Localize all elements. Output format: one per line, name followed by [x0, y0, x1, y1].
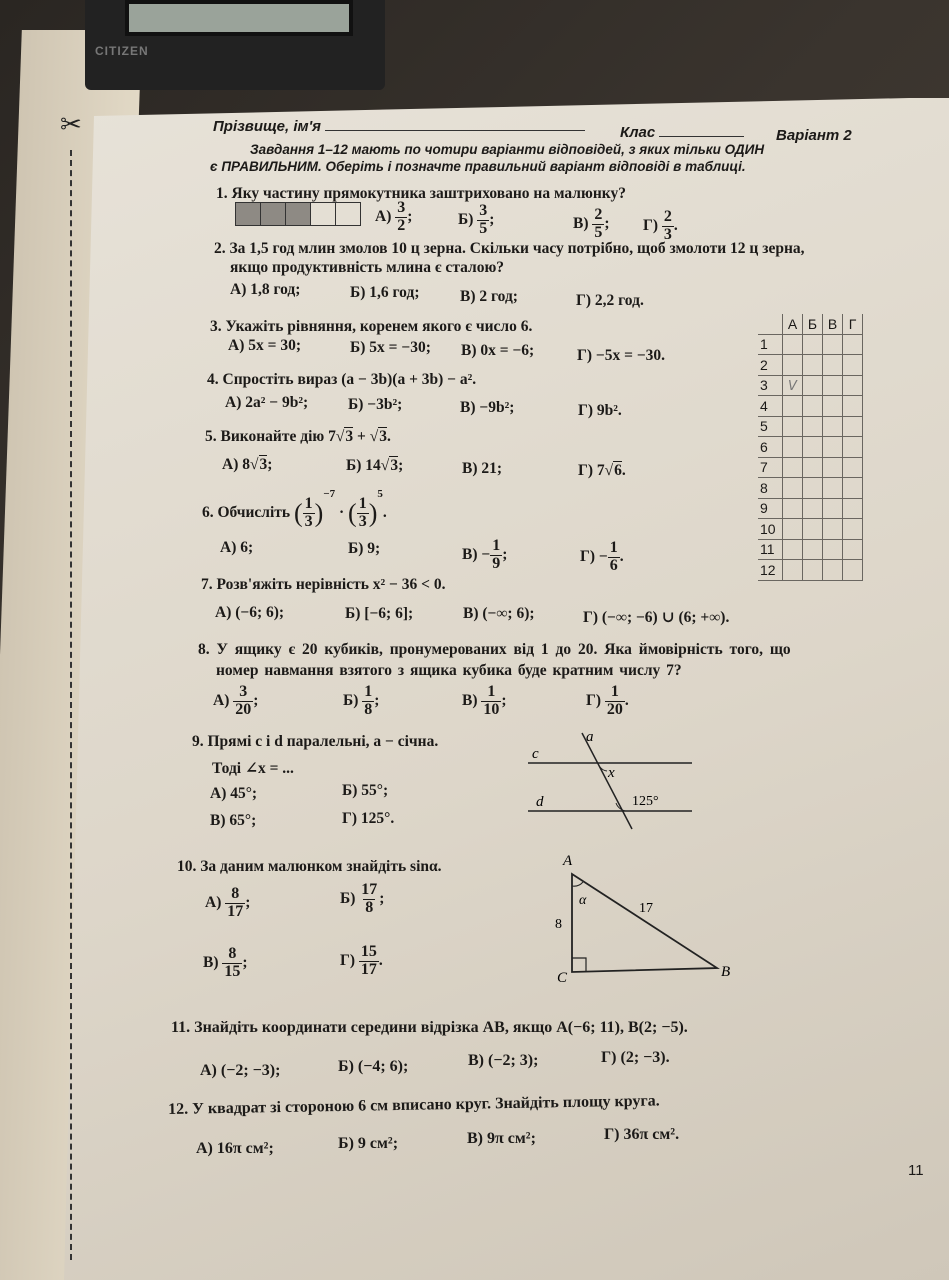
numerator: 1 [609, 539, 618, 556]
q12-option-d[interactable]: Г) 36π см². [604, 1126, 680, 1143]
answer-row [758, 416, 863, 437]
question-text: У квадрат зі стороною 6 см вписано круг. Знайдіть площу круга. [191, 1092, 660, 1118]
question-text: Розв'яжіть нерівність x² − 36 < 0. [216, 576, 446, 593]
answer-row [758, 539, 863, 560]
label-angle: 125° [632, 794, 659, 809]
q8-option-a[interactable] [213, 684, 258, 719]
q9-parallel-lines-figure [520, 725, 700, 835]
q5-option-d[interactable]: Г) 7√6. [578, 462, 626, 479]
answer-cell[interactable] [783, 498, 803, 519]
punct: . [378, 951, 383, 969]
punct: . [621, 462, 626, 479]
q4-option-b[interactable]: Б) −3b²; [348, 396, 403, 413]
question-number: 1. [216, 185, 228, 202]
denominator: 3 [663, 225, 672, 243]
punct: . [673, 216, 678, 234]
q1-option-a[interactable] [375, 200, 412, 235]
answer-cell[interactable] [783, 334, 803, 355]
fraction [233, 684, 253, 719]
question-text: Прямі c і d паралельні, a − січна. [207, 733, 439, 750]
option-text: В) − [462, 545, 491, 563]
answer-cell[interactable] [783, 416, 803, 437]
rect-cell-shaded [236, 203, 261, 225]
answer-row-number: 4 [758, 396, 783, 417]
q7-option-b[interactable]: Б) [−6; 6]; [345, 605, 414, 622]
answer-cell[interactable] [823, 396, 843, 417]
denominator: 6 [609, 556, 618, 574]
denominator: 9 [492, 554, 501, 572]
answer-row [758, 519, 863, 540]
denominator: 5 [479, 219, 488, 237]
q6-option-c[interactable] [462, 538, 507, 573]
answer-cell[interactable] [843, 375, 863, 396]
answer-row-number: 10 [758, 519, 783, 540]
answer-cell[interactable] [823, 560, 843, 581]
q10-option-c[interactable] [203, 946, 248, 981]
answer-row-number: 12 [758, 560, 783, 581]
q2-option-c[interactable]: В) 2 год; [460, 288, 518, 305]
question-text: Знайдіть координати середини відрізка AB, якщо A(−6; 11), B(2; −5). [194, 1019, 688, 1036]
answer-row [758, 396, 863, 417]
answer-cell[interactable] [823, 457, 843, 478]
fraction [303, 496, 315, 531]
q11-option-a[interactable]: А) (−2; −3); [200, 1062, 281, 1079]
fraction [662, 209, 674, 244]
question-number: 10. [177, 858, 197, 875]
punct: ; [253, 691, 259, 709]
fraction [481, 684, 501, 719]
instructions-line-1: Завдання 1–12 мають по чотири варіанти відповідей, з яких тільки ОДИН [250, 142, 765, 157]
answer-row [758, 457, 863, 478]
question-9 [192, 733, 438, 751]
option-text: Г) 7 [578, 462, 605, 479]
numerator: 1 [304, 495, 313, 513]
question-2-line-2: якщо продуктивність млина є сталою? [230, 259, 505, 276]
answer-cell[interactable] [803, 478, 823, 499]
q9-option-d[interactable]: Г) 125°. [342, 810, 395, 827]
question-5: 5. Виконайте дію 7√3 + √3. [205, 428, 391, 445]
question-text: За даним малюнком знайдіть sinα. [200, 858, 442, 875]
class-label-text: Клас [620, 124, 656, 141]
answer-cell[interactable] [803, 355, 823, 376]
option-letter: А) [375, 207, 392, 225]
answer-cell[interactable] [783, 375, 803, 396]
answer-table-header [758, 314, 863, 334]
answer-cell[interactable] [783, 560, 803, 581]
answer-cell[interactable] [803, 498, 823, 519]
radicand: 3 [379, 428, 387, 445]
fraction [395, 200, 407, 235]
answer-cell[interactable] [803, 457, 823, 478]
numerator: 1 [610, 683, 619, 700]
denominator: 15 [224, 962, 241, 980]
radicand: 3 [345, 428, 354, 445]
q3-option-d[interactable]: Г) −5x = −30. [577, 347, 666, 364]
page-number: 11 [908, 1162, 924, 1179]
class-label [620, 124, 744, 141]
answer-cell[interactable] [803, 375, 823, 396]
q11-option-b[interactable]: Б) (−4; 6); [338, 1058, 409, 1075]
q2-option-a[interactable]: А) 1,8 год; [230, 281, 301, 298]
question-text: Спростіть вираз (a − 3b)(a + 3b) − a². [222, 371, 477, 388]
punct: ; [501, 691, 507, 709]
punct: . [386, 428, 391, 445]
q1-option-b[interactable] [458, 203, 494, 238]
vertex-c: C [557, 970, 568, 986]
numerator: 1 [358, 495, 367, 513]
answer-cell[interactable] [803, 539, 823, 560]
numerator: 1 [364, 683, 373, 700]
q6-option-d[interactable] [580, 540, 624, 575]
answer-row [758, 334, 863, 355]
header-d: Г [843, 314, 863, 334]
answer-cell[interactable] [843, 539, 863, 560]
q5-option-b[interactable]: Б) 14√3; [346, 457, 404, 474]
answer-cell[interactable] [843, 498, 863, 519]
question-text: За 1,5 год млин змолов 10 ц зерна. Скільки часу потрібно, щоб змолоти 12 ц зерна, [229, 240, 805, 257]
question-number: 4. [207, 371, 219, 388]
answer-cell[interactable] [843, 478, 863, 499]
denominator: 5 [594, 223, 603, 241]
q1-option-c[interactable] [573, 207, 610, 242]
question-text: Укажіть рівняння, коренем якого є число 6. [225, 318, 533, 335]
q7-option-c[interactable]: В) (−∞; 6); [463, 605, 535, 622]
q2-option-d[interactable]: Г) 2,2 год. [576, 292, 644, 309]
q3-option-a[interactable]: А) 5x = 30; [228, 337, 301, 354]
answer-cell[interactable] [803, 334, 823, 355]
denominator: 17 [227, 902, 244, 920]
question-11 [171, 1019, 688, 1037]
punct: . [624, 691, 629, 709]
fraction [357, 496, 369, 531]
question-2 [214, 240, 805, 258]
option-letter: Г) [643, 216, 659, 234]
label-a: a [586, 729, 594, 745]
q8-option-b[interactable] [343, 684, 379, 719]
numerator: 17 [361, 881, 378, 898]
answer-cell[interactable] [803, 416, 823, 437]
punct: ; [407, 207, 413, 225]
right-angle-mark [572, 958, 586, 972]
fraction [477, 203, 489, 238]
answer-row-number: 5 [758, 416, 783, 437]
q1-rectangle-figure [235, 202, 361, 226]
name-label [213, 118, 585, 135]
punct: ; [604, 214, 610, 232]
line-a [582, 733, 632, 829]
fraction [225, 886, 245, 921]
punct: . [382, 504, 387, 521]
denominator: 17 [360, 960, 377, 978]
answer-row-number: 6 [758, 437, 783, 458]
punct: ; [379, 889, 385, 907]
q12-option-a[interactable]: А) 16π см²; [196, 1140, 274, 1157]
question-text: Виконайте дію 7 [220, 428, 336, 445]
denominator: 8 [364, 700, 373, 718]
answer-cell[interactable] [823, 355, 843, 376]
answer-cell[interactable] [823, 498, 843, 519]
numerator: 8 [228, 945, 237, 962]
option-text: Г) − [580, 547, 608, 565]
option-letter: Б) [343, 691, 359, 709]
answer-cell[interactable] [803, 437, 823, 458]
radicand: 3 [390, 457, 399, 474]
question-number: 5. [205, 428, 217, 445]
exponent: −7 [323, 488, 336, 500]
answer-cell[interactable] [783, 396, 803, 417]
operator: + [353, 428, 370, 445]
fraction [592, 207, 604, 242]
question-number: 11. [171, 1019, 191, 1036]
radicand: 3 [259, 456, 268, 473]
q6-option-a[interactable]: А) 6; [220, 539, 254, 556]
answer-row [758, 355, 863, 376]
answer-row [758, 498, 863, 519]
answer-cell[interactable] [823, 375, 843, 396]
q12-option-b[interactable]: Б) 9 см²; [338, 1135, 399, 1152]
answer-row [758, 560, 863, 581]
q3-option-c[interactable]: В) 0x = −6; [461, 342, 535, 359]
denominator: 8 [365, 898, 374, 916]
answer-row-number: 8 [758, 478, 783, 499]
q5-option-c[interactable]: В) 21; [462, 460, 503, 477]
variant-label: Варіант 2 [776, 127, 852, 144]
option-letter: В) [573, 214, 589, 232]
answer-cell[interactable] [823, 416, 843, 437]
numerator: 1 [492, 537, 501, 554]
q9-option-c[interactable]: В) 65°; [210, 812, 257, 829]
answer-cell[interactable] [843, 437, 863, 458]
header-c: В [823, 314, 843, 334]
numerator: 8 [231, 885, 240, 902]
answer-table [758, 314, 863, 581]
question-number: 2. [214, 240, 226, 257]
punct: ; [374, 691, 380, 709]
denominator: 2 [397, 216, 406, 234]
name-label-text: Прізвище, ім'я [213, 118, 321, 135]
label-side-ab: 17 [639, 901, 653, 916]
rect-cell-shaded [261, 203, 286, 225]
q4-option-c[interactable]: В) −9b²; [460, 399, 515, 416]
question-3 [210, 318, 532, 336]
q8-option-d[interactable] [586, 684, 629, 719]
punct: ; [242, 953, 248, 971]
denominator: 3 [358, 512, 367, 530]
denominator: 3 [304, 512, 313, 530]
question-number: 7. [201, 576, 213, 593]
answer-row [758, 437, 863, 458]
rect-cell-shaded [286, 203, 311, 225]
option-letter: Б) [340, 889, 356, 907]
question-4 [207, 371, 476, 389]
vertex-a: A [563, 853, 573, 869]
instructions-line-2: є ПРАВИЛЬНИМ. Оберіть і позначте правильний варіант відповіді в таблиці. [210, 159, 746, 174]
rect-cell [336, 203, 360, 225]
triangle-abc [572, 874, 717, 972]
numerator: 15 [360, 943, 377, 960]
answer-cell[interactable] [823, 539, 843, 560]
calculator-brand: CITIZEN [95, 44, 149, 58]
question-number: 9. [192, 733, 204, 750]
option-letter: А) [213, 691, 230, 709]
option-letter: А) [205, 893, 222, 911]
q9-option-b[interactable]: Б) 55°; [342, 782, 389, 799]
punct: . [619, 547, 624, 565]
punct: ; [267, 456, 273, 473]
operator: · [338, 504, 345, 521]
answer-cell[interactable] [843, 334, 863, 355]
fraction [608, 540, 620, 575]
denominator: 10 [483, 700, 500, 718]
q10-right-triangle-figure [545, 848, 745, 988]
answer-row-number: 9 [758, 498, 783, 519]
answer-cell[interactable] [783, 478, 803, 499]
q10-option-b[interactable] [340, 882, 384, 917]
q10-option-a[interactable] [205, 886, 250, 921]
question-text: Яку частину прямокутника заштриховано на малюнку? [231, 185, 626, 202]
q9-option-a[interactable]: А) 45°; [210, 785, 258, 802]
question-1 [216, 185, 626, 203]
fraction [359, 944, 379, 979]
question-6: 6. Обчисліть ( $\frac{1}{3}$ )$^{-7}$ · ( $\frac{1}{3}$ )$^5$. [202, 488, 387, 530]
calculator-device [85, 0, 385, 90]
name-field[interactable] [325, 130, 585, 131]
answer-cell[interactable] [843, 457, 863, 478]
answer-cell[interactable] [823, 334, 843, 355]
question-text: Обчисліть [217, 504, 291, 521]
fraction [605, 684, 625, 719]
q12-option-c[interactable]: В) 9π см²; [467, 1130, 536, 1147]
punct: ; [398, 457, 404, 474]
answer-row [758, 478, 863, 499]
q5-option-a[interactable]: А) 8√3; [222, 456, 273, 473]
q6-option-b[interactable]: Б) 9; [348, 540, 381, 557]
answer-row-number: 11 [758, 539, 783, 560]
q7-option-d[interactable]: Г) (−∞; −6) ∪ (6; +∞). [583, 609, 730, 626]
punct: ; [489, 210, 495, 228]
q4-option-a[interactable]: А) 2a² − 9b²; [225, 394, 309, 411]
q11-option-c[interactable]: В) (−2; 3); [468, 1052, 539, 1069]
denominator: 20 [235, 700, 252, 718]
fraction [222, 946, 242, 981]
numerator: 1 [487, 683, 496, 700]
answer-row-number: 1 [758, 334, 783, 355]
angle-125-arc [616, 803, 628, 811]
answer-cell[interactable] [803, 519, 823, 540]
answer-row-number: 2 [758, 355, 783, 376]
option-letter: В) [462, 691, 478, 709]
question-8 [198, 641, 791, 659]
option-letter: Г) [340, 951, 356, 969]
label-c: c [532, 746, 539, 762]
answer-cell[interactable] [783, 355, 803, 376]
class-field[interactable] [659, 136, 744, 137]
cut-line [70, 150, 72, 1260]
question-number: 8. [198, 641, 210, 658]
scissors-icon: ✂ [60, 110, 82, 140]
answer-cell[interactable] [843, 519, 863, 540]
calculator-screen [125, 0, 353, 36]
answer-cell[interactable] [843, 560, 863, 581]
q8-option-c[interactable] [462, 684, 507, 719]
q3-option-b[interactable]: Б) 5x = −30; [350, 339, 431, 356]
question-text: У ящику є 20 кубиків, пронумерованих від 1 до 20. Яка ймовірність того, що [216, 641, 791, 658]
question-9-line-2: Тоді ∠x = ... [212, 760, 294, 777]
label-alpha: α [579, 893, 587, 908]
option-text: А) 8 [222, 456, 250, 473]
answer-row-number: 7 [758, 457, 783, 478]
option-letter: В) [203, 953, 219, 971]
answer-cell[interactable] [803, 560, 823, 581]
q4-option-d[interactable]: Г) 9b². [578, 402, 622, 419]
punct: ; [245, 893, 251, 911]
q1-option-d[interactable] [643, 209, 678, 244]
vertex-b: B [721, 964, 731, 980]
question-number: 3. [210, 318, 222, 335]
q11-option-d[interactable]: Г) (2; −3). [601, 1049, 670, 1066]
question-number: 6. [202, 504, 214, 521]
answer-row [758, 375, 863, 396]
header-corner [758, 314, 783, 334]
label-d: d [536, 794, 544, 810]
question-10 [177, 858, 442, 876]
header-a: А [783, 314, 803, 334]
angle-alpha-arc [572, 882, 583, 886]
radicand: 6 [614, 462, 622, 479]
answer-cell[interactable] [783, 457, 803, 478]
q2-option-b[interactable]: Б) 1,6 год; [350, 284, 420, 301]
numerator: 3 [239, 683, 248, 700]
numerator: 2 [663, 208, 672, 225]
option-text: Б) 14 [346, 457, 381, 474]
punct: ; [502, 545, 508, 563]
q7-option-a[interactable]: А) (−6; 6); [215, 604, 285, 621]
numerator: 3 [397, 199, 406, 216]
fraction [359, 882, 379, 917]
answer-checkmark: V [788, 378, 797, 394]
exponent: 5 [377, 488, 383, 500]
answer-row-number: 3 [758, 375, 783, 396]
answer-grid [758, 314, 863, 581]
fraction [490, 538, 502, 573]
fraction [362, 684, 374, 719]
label-side-ac: 8 [555, 917, 562, 932]
answer-cell[interactable] [843, 416, 863, 437]
answer-cell[interactable] [823, 437, 843, 458]
numerator: 3 [479, 202, 488, 219]
denominator: 20 [606, 700, 623, 718]
answer-cell[interactable] [783, 539, 803, 560]
label-x: x [608, 765, 615, 781]
answer-cell[interactable] [803, 396, 823, 417]
option-letter: Б) [458, 210, 474, 228]
header-b: Б [803, 314, 823, 334]
numerator: 2 [594, 206, 603, 223]
answer-cell[interactable] [823, 478, 843, 499]
question-7 [201, 576, 445, 594]
answer-cell[interactable] [823, 519, 843, 540]
answer-cell[interactable] [783, 437, 803, 458]
answer-cell[interactable] [843, 355, 863, 376]
question-number: 12. [168, 1100, 189, 1118]
rect-cell [311, 203, 336, 225]
q10-option-d[interactable] [340, 944, 383, 979]
question-8-line-2: номер навмання взятого з ящика кубика буде кратним числу 7? [216, 662, 682, 679]
answer-cell[interactable] [783, 519, 803, 540]
answer-cell[interactable] [843, 396, 863, 417]
option-letter: Г) [586, 691, 602, 709]
